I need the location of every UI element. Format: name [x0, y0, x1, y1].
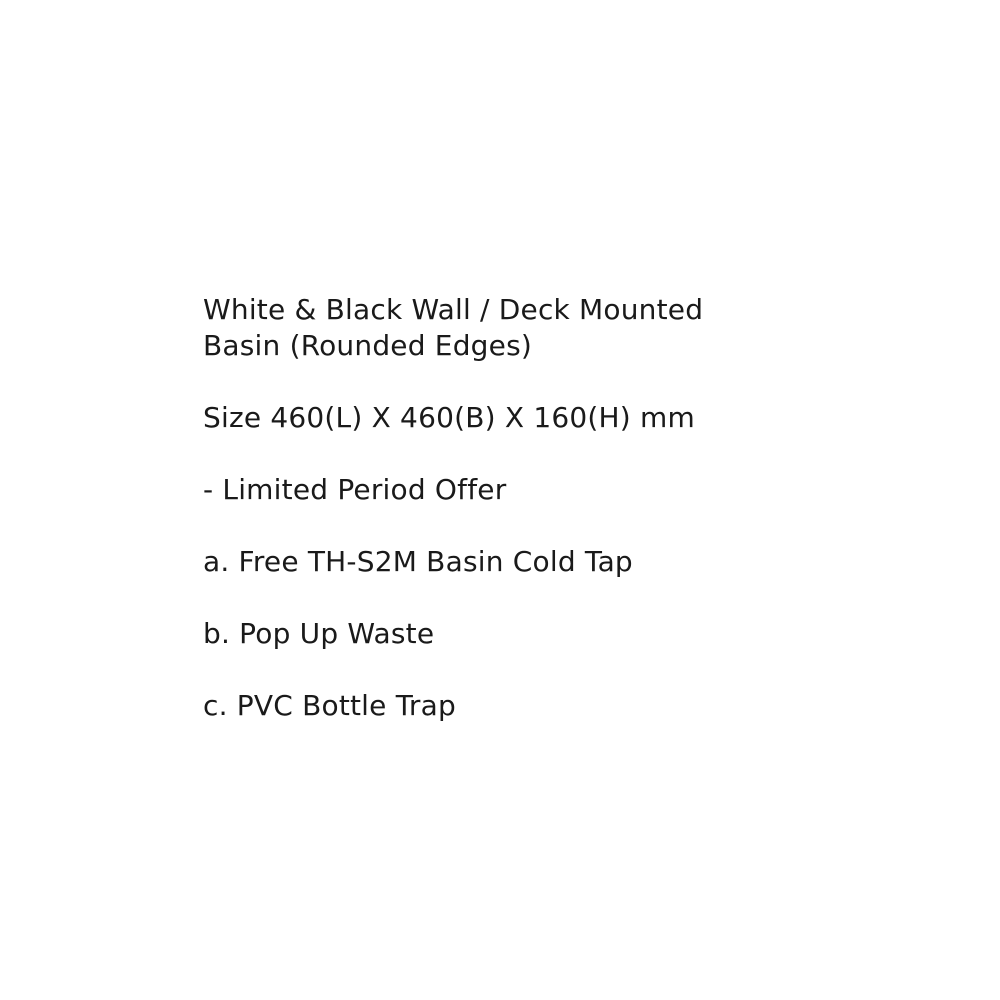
- offer-item-bottle-trap: c. PVC Bottle Trap: [203, 689, 456, 722]
- offer-heading: - Limited Period Offer: [203, 473, 507, 506]
- offer-item-pop-up-waste: b. Pop Up Waste: [203, 617, 435, 650]
- product-title-line-2: Basin (Rounded Edges): [203, 329, 532, 362]
- offer-item-free-tap: a. Free TH-S2M Basin Cold Tap: [203, 545, 633, 578]
- product-title-line-1: White & Black Wall / Deck Mounted: [203, 293, 704, 326]
- product-description: [203, 292, 903, 724]
- product-size: Size 460(L) X 460(B) X 160(H) mm: [203, 401, 695, 434]
